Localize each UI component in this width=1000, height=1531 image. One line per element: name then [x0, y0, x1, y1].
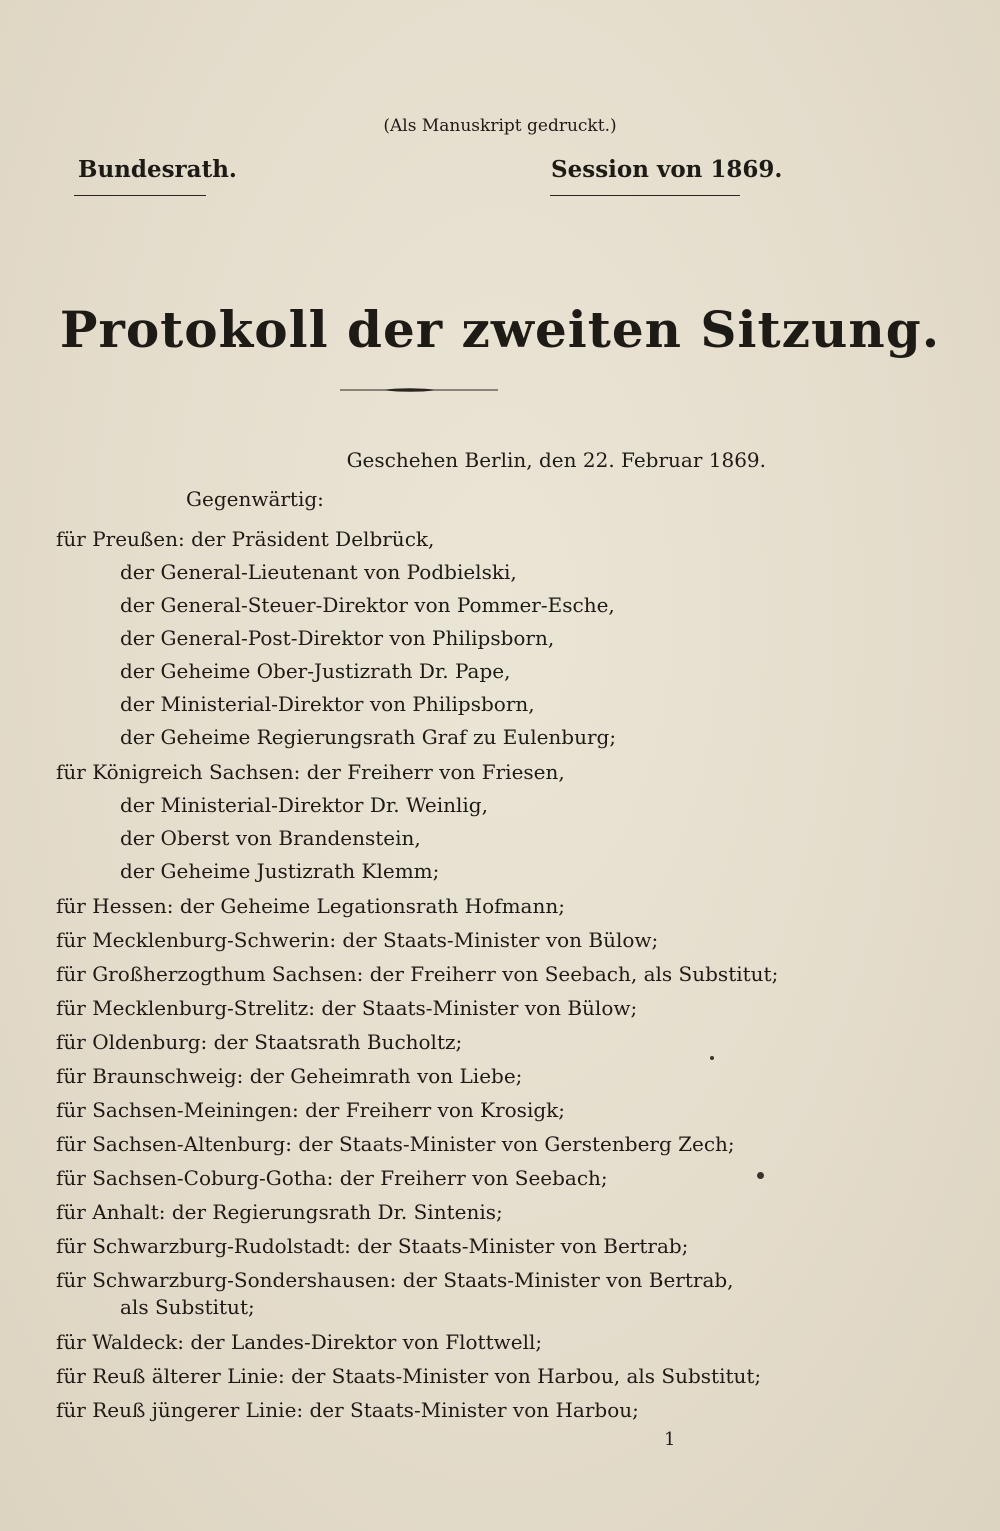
list-item: als Substitut;: [120, 1295, 255, 1319]
header-left: Bundesrath.: [78, 156, 237, 183]
present-label: Gegenwärtig:: [186, 487, 324, 511]
ink-speck: [757, 1172, 764, 1179]
list-item: für Oldenburg: der Staatsrath Bucholtz;: [56, 1030, 463, 1054]
list-item: für Hessen: der Geheime Legationsrath Hofmann;: [56, 894, 565, 918]
list-item: für Königreich Sachsen: der Freiherr von Friesen,: [56, 760, 565, 784]
list-item: für Reuß älterer Linie: der Staats-Minister von Harbou, als Substitut;: [56, 1364, 762, 1388]
header-right: Session von 1869.: [551, 156, 783, 183]
title-ornament-rule: [340, 386, 498, 394]
list-item: der Ministerial-Direktor von Philipsborn,: [120, 692, 535, 716]
list-item: für Großherzogthum Sachsen: der Freiherr von Seebach, als Substitut;: [56, 962, 779, 986]
header-rule-left: [74, 195, 206, 196]
list-item: für Reuß jüngerer Linie: der Staats-Minister von Harbou;: [56, 1398, 639, 1422]
ink-speck: [710, 1056, 714, 1060]
list-item: für Sachsen-Meiningen: der Freiherr von Krosigk;: [56, 1098, 565, 1122]
list-item: für Schwarzburg-Rudolstadt: der Staats-Minister von Bertrab;: [56, 1234, 689, 1258]
list-item: für Preußen: der Präsident Delbrück,: [56, 527, 435, 551]
list-item: der General-Steuer-Direktor von Pommer-Esche,: [120, 593, 615, 617]
list-item: der Oberst von Brandenstein,: [120, 826, 421, 850]
list-item: für Sachsen-Altenburg: der Staats-Minister von Gerstenberg Zech;: [56, 1132, 735, 1156]
list-item: für Mecklenburg-Strelitz: der Staats-Minister von Bülow;: [56, 996, 638, 1020]
header-rule-right: [550, 195, 740, 196]
list-item: für Waldeck: der Landes-Direktor von Flottwell;: [56, 1330, 543, 1354]
list-item: für Anhalt: der Regierungsrath Dr. Sintenis;: [56, 1200, 503, 1224]
list-item: für Sachsen-Coburg-Gotha: der Freiherr von Seebach;: [56, 1166, 608, 1190]
list-item: für Schwarzburg-Sondershausen: der Staats-Minister von Bertrab,: [56, 1268, 734, 1292]
page-number: 1: [664, 1429, 676, 1450]
list-item: für Mecklenburg-Schwerin: der Staats-Minister von Bülow;: [56, 928, 659, 952]
list-item: der Geheime Ober-Justizrath Dr. Pape,: [120, 659, 511, 683]
list-item: für Braunschweig: der Geheimrath von Liebe;: [56, 1064, 523, 1088]
list-item: der Ministerial-Direktor Dr. Weinlig,: [120, 793, 488, 817]
list-item: der General-Post-Direktor von Philipsborn,: [120, 626, 555, 650]
list-item: der General-Lieutenant von Podbielski,: [120, 560, 517, 584]
list-item: der Geheime Justizrath Klemm;: [120, 859, 440, 883]
print-note: (Als Manuskript gedruckt.): [383, 116, 617, 136]
place-date: Geschehen Berlin, den 22. Februar 1869.: [346, 448, 766, 472]
page-title: Protokoll der zweiten Sitzung.: [59, 300, 941, 359]
list-item: der Geheime Regierungsrath Graf zu Eulenburg;: [120, 725, 617, 749]
